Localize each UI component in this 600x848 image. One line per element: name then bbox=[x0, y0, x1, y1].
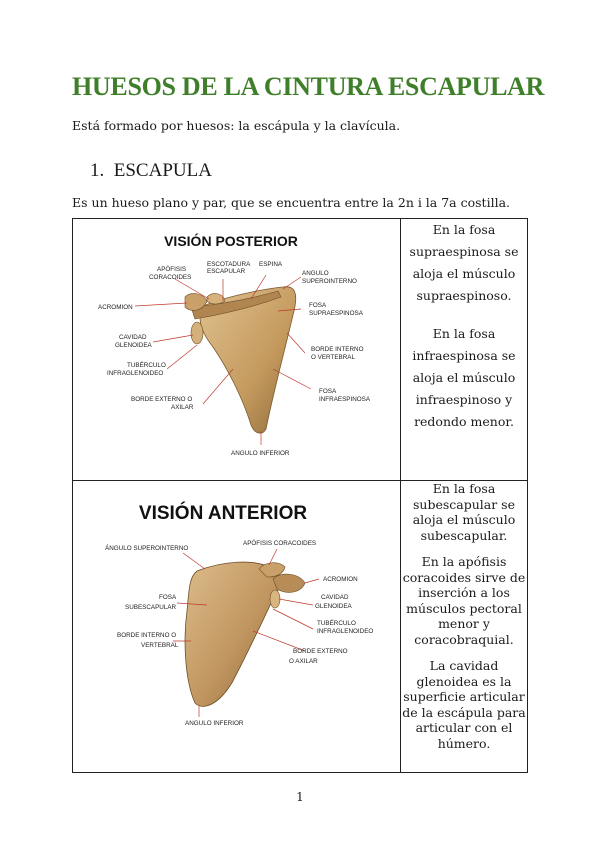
intro-paragraph: Está formado por huesos: la escápula y la clavícula. bbox=[72, 118, 401, 133]
description-paragraph: Es un hueso plano y par, que se encuentra entre la 2n i la 7a costilla. bbox=[72, 195, 510, 210]
scapula-table bbox=[72, 218, 528, 773]
anterior-text-subescapular: En la fosa subescapular se aloja el músculo subescapular. bbox=[412, 481, 516, 543]
anterior-image-cell bbox=[73, 481, 401, 773]
section-heading bbox=[90, 160, 212, 182]
posterior-text-supraespinosa: En la fosa supraespinosa se aloja el músculo supraespinoso. bbox=[409, 222, 519, 303]
anterior-heading: VISIÓN ANTERIOR bbox=[138, 503, 308, 524]
label-angulo-inferior: ANGULO INFERIOR bbox=[231, 450, 290, 457]
label-borde-interno: BORDE INTERNO O VERTEBRAL bbox=[117, 632, 179, 649]
posterior-coracoid-shape bbox=[207, 294, 225, 304]
label-borde-externo: BORDE EXTERNO O AXILAR bbox=[131, 396, 194, 411]
posterior-glenoid-shape bbox=[191, 322, 203, 344]
posterior-image-cell bbox=[73, 219, 401, 481]
label-angulo-inferior: ANGULO INFERIOR bbox=[185, 720, 244, 727]
label-espina: ESPINA bbox=[259, 261, 283, 268]
posterior-scapula-illustration bbox=[73, 219, 400, 476]
label-tuberculo-infraglenoideo: TUBÉRCULO INFRAGLENOIDEO bbox=[107, 362, 166, 377]
anterior-text-cell bbox=[401, 481, 528, 773]
label-fosa-infraespinosa: FOSA INFRAESPINOSA bbox=[319, 388, 371, 403]
anterior-acromion-shape bbox=[273, 574, 305, 592]
label-borde-externo: BORDE EXTERNO O AXILAR bbox=[289, 648, 348, 665]
label-angulo-superointerno: ÁNGULO SUPEROINTERNO bbox=[105, 545, 189, 552]
label-acromion: ACROMION bbox=[323, 576, 358, 583]
label-fosa-subescapular: FOSA SUBESCAPULAR bbox=[125, 594, 177, 611]
anterior-glenoid-shape bbox=[270, 590, 280, 608]
anterior-bone-shape bbox=[185, 562, 279, 706]
anterior-scapula-illustration bbox=[73, 481, 400, 768]
label-fosa-supraespinosa: FOSA SUPRAESPINOSA bbox=[309, 302, 363, 317]
label-borde-interno: BORDE INTERNO O VERTEBRAL bbox=[311, 346, 364, 361]
posterior-text-cell bbox=[401, 219, 528, 481]
posterior-row bbox=[73, 219, 528, 481]
anterior-text-coracoides: En la apófisis coracoides sirve de inserción a los músculos pectoral menor y coracobraquial. bbox=[402, 554, 526, 647]
posterior-heading: VISIÓN POSTERIOR bbox=[164, 233, 298, 249]
posterior-text-infraespinosa: En la fosa infraespinosa se aloja el músculo infraespinoso y redondo menor. bbox=[412, 326, 516, 429]
section-number: 1. bbox=[90, 160, 105, 181]
label-angulo-superointerno: ANGULO SUPEROINTERNO bbox=[302, 270, 357, 285]
anterior-text-glenoidea: La cavidad glenoidea es la superficie articular de la escápula para articular con el húmero. bbox=[402, 658, 526, 751]
label-cavidad-glenoidea: CAVIDAD GLENOIDEA bbox=[315, 594, 352, 610]
label-apofisis-coracoides: APÓFISIS CORACOIDES bbox=[243, 540, 317, 547]
label-apofisis-coracoides: APÓFISIS CORACOIDES bbox=[149, 266, 192, 281]
page-title: HUESOS DE LA CINTURA ESCAPULAR bbox=[72, 72, 545, 101]
label-cavidad-glenoidea: CAVIDAD GLENOIDEA bbox=[115, 334, 152, 349]
page-number: 1 bbox=[296, 790, 304, 804]
anterior-row bbox=[73, 481, 528, 773]
label-tuberculo-infraglenoideo: TUBÉRCULO INFRAGLENOIDEO bbox=[317, 620, 374, 635]
section-title: ESCAPULA bbox=[113, 160, 212, 181]
label-escotadura-escapular: ESCOTADURA ESCAPULAR bbox=[207, 261, 251, 275]
label-acromion: ACROMION bbox=[98, 304, 133, 311]
